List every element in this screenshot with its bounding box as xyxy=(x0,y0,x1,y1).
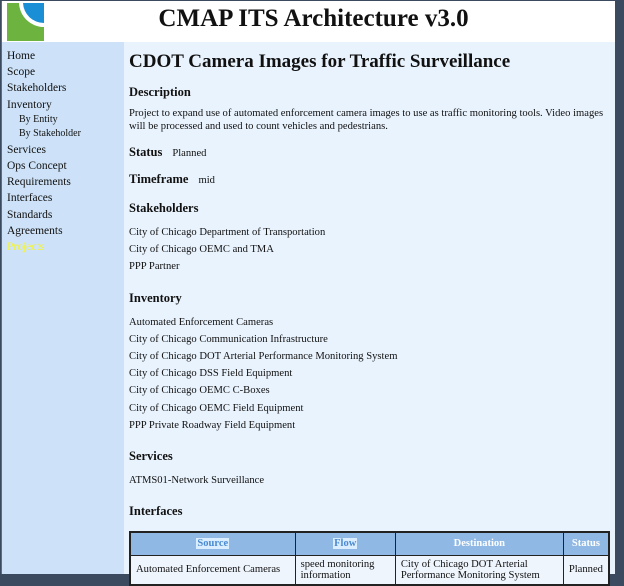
sidebar-item-services[interactable]: Services xyxy=(7,143,46,156)
sidebar-item-projects[interactable]: Projects xyxy=(7,241,45,254)
inventory-item[interactable]: City of Chicago OEMC C-Boxes xyxy=(129,385,270,397)
column-header xyxy=(563,532,609,555)
services-heading: Services xyxy=(129,449,173,464)
sidebar-item-agreements[interactable]: Agreements xyxy=(7,224,63,237)
sidebar-item-inventory[interactable]: Inventory xyxy=(7,98,52,111)
sidebar-item-stakeholders[interactable]: Stakeholders xyxy=(7,82,67,95)
inventory-item[interactable]: Automated Enforcement Cameras xyxy=(129,316,274,328)
inventory-item[interactable]: City of Chicago DOT Arterial Performance Monitoring System xyxy=(129,351,398,363)
table-cell[interactable]: speed monitoring information xyxy=(295,555,395,585)
sidebar-item-by-stakeholder[interactable]: By Stakeholder xyxy=(19,128,81,140)
service-item[interactable]: ATMS01-Network Surveillance xyxy=(129,475,265,487)
sidebar-item-scope[interactable]: Scope xyxy=(7,66,36,79)
main-content xyxy=(129,42,615,581)
table-cell[interactable]: City of Chicago DOT Arterial Performance Monitoring System xyxy=(395,555,563,585)
stakeholders-list xyxy=(129,224,615,276)
inventory-item[interactable]: City of Chicago DSS Field Equipment xyxy=(129,368,293,380)
header xyxy=(2,1,615,42)
inventory-list xyxy=(129,314,615,434)
column-header xyxy=(395,532,563,555)
column-header xyxy=(295,532,395,555)
inventory-item[interactable]: PPP Private Roadway Field Equipment xyxy=(129,419,296,431)
column-header-label: Flow xyxy=(334,538,357,550)
table-row xyxy=(130,555,609,585)
column-header-label: Source xyxy=(197,538,229,550)
page xyxy=(1,1,615,581)
stakeholder-item[interactable]: City of Chicago OEMC and TMA xyxy=(129,244,274,256)
status-label: Status xyxy=(129,145,163,159)
stakeholder-item[interactable]: City of Chicago Department of Transportation xyxy=(129,227,326,238)
sidebar-item-requirements[interactable]: Requirements xyxy=(7,176,71,189)
column-header-label: Status xyxy=(571,538,600,550)
description-text: Project to expand use of automated enforcement camera images to use as traffic monitoring tools. Video images will be processed and used to count vehicles and pedestrians. xyxy=(129,108,604,132)
timeframe-value: mid xyxy=(198,174,215,186)
inventory-item[interactable]: City of Chicago OEMC Field Equipment xyxy=(129,402,304,414)
description-heading: Description xyxy=(129,85,191,99)
sidebar-item-interfaces[interactable]: Interfaces xyxy=(7,192,53,205)
table-cell[interactable]: Planned xyxy=(563,555,609,585)
interfaces-heading: Interfaces xyxy=(129,504,183,519)
page-title: CDOT Camera Images for Traffic Surveillance xyxy=(129,51,511,72)
sidebar-nav xyxy=(2,42,124,574)
stakeholder-item[interactable]: PPP Partner xyxy=(129,261,180,273)
interfaces-table xyxy=(129,531,610,586)
site-title: CMAP ITS Architecture v3.0 xyxy=(158,5,469,32)
timeframe-label: Timeframe xyxy=(129,171,189,186)
inventory-item[interactable]: City of Chicago Communication Infrastructure xyxy=(129,333,328,345)
sidebar-item-home[interactable]: Home xyxy=(7,50,36,62)
stakeholders-heading: Stakeholders xyxy=(129,201,199,215)
sidebar-item-standards[interactable]: Standards xyxy=(7,208,53,221)
services-list xyxy=(129,472,615,489)
column-header-label: Destination xyxy=(453,538,505,550)
column-header xyxy=(130,532,295,555)
sidebar-item-by-entity[interactable]: By Entity xyxy=(19,113,58,125)
status-value: Planned xyxy=(172,148,207,159)
sidebar-item-ops-concept[interactable]: Ops Concept xyxy=(7,160,67,173)
inventory-heading: Inventory xyxy=(129,290,182,305)
table-cell[interactable]: Automated Enforcement Cameras xyxy=(130,555,295,585)
